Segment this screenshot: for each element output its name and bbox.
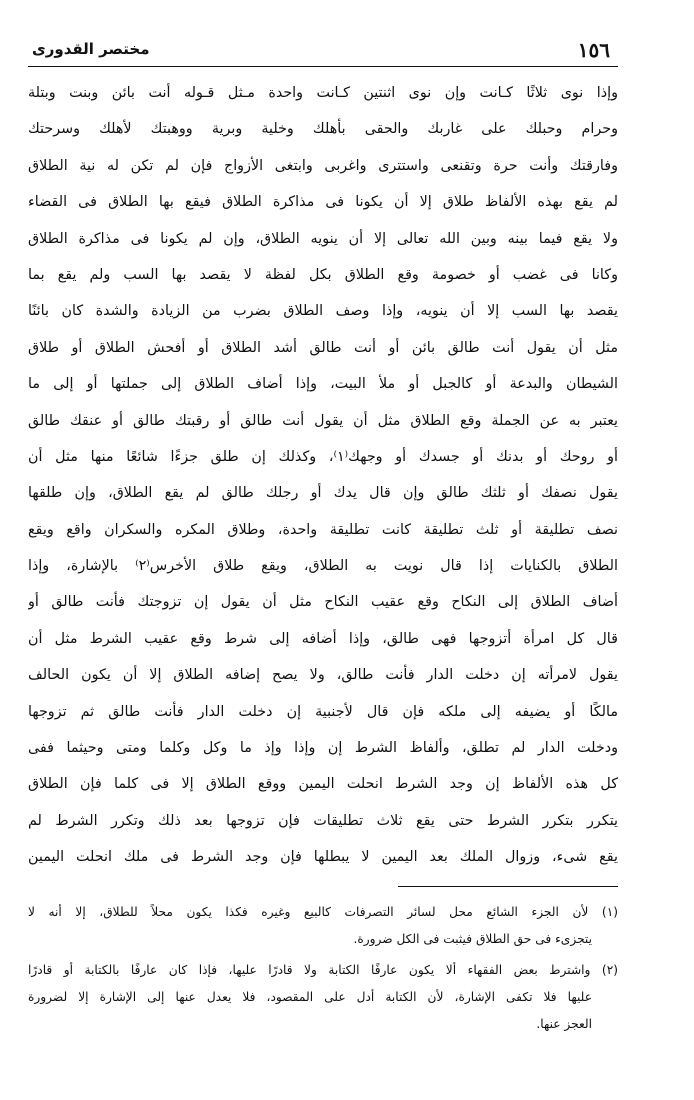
footnote-line: (٢) واشترط بعض الفقهاء ألا يكون عارفًا الكتابة ولا قادرًا عليها، فإذا كان عارفًا بالكتابة أو قادرًا bbox=[28, 962, 618, 977]
body-line: يقع شىء، وزوال الملك بعد اليمين لا يبطلها فإن وجد الشرط فى ملك انحلت اليمين bbox=[28, 849, 618, 866]
body-line: يعتبر به عن الجملة وقع الطلاق مثل أن يقول أنت طالق أو رقبتك طالق أو عنقك طالق bbox=[28, 412, 618, 429]
footnotes bbox=[28, 899, 618, 1038]
footnote-divider bbox=[398, 886, 618, 887]
body-line: أضاف الطلاق إلى النكاح وقع عقيب النكاح مثل أن يقول إن تزوجتك فأنت طالق أو bbox=[28, 594, 618, 611]
body-line: الطلاق بالكنايات إذا قال نويت به الطلاق، ويقع طلاق الأخرس⁽٢⁾ بالإشارة، وإذا bbox=[28, 558, 618, 575]
body-line: أو روحك أو بدنك أو جسدك أو وجهك⁽١⁾، وكذلك إن طلق جزءًا شائعًا منها مثل أن bbox=[28, 448, 618, 465]
footnote-line: يتجزىء فى حق الطلاق فيثبت فى الكل ضرورة. bbox=[353, 931, 592, 946]
body-line: الشيطان والبدعة أو كالجبل أو ملأ البيت، وإذا أضاف الطلاق إلى جملتها أو إلى ما bbox=[28, 376, 618, 393]
body-line: وحرام وحبلك على غاربك والحقى بأهلك وخلية وبرية ووهبتك لأهلك وسرحتك bbox=[28, 121, 618, 138]
running-title: مختصر القدورى bbox=[32, 40, 150, 58]
body-line: وفارقتك وأنت حرة وتقنعى واستترى واغربى وابتغى الأزواج فإن لم تكن له نية الطلاق bbox=[28, 157, 618, 174]
body-line: مالكًا أو يضيفه إلى ملكه فإن قال لأجنبية إن دخلت الدار فأنت طالق ثم تزوجها bbox=[28, 703, 618, 720]
body-line: يتكرر بتكرر الشرط حتى يقع ثلاث تطليقات فإن تزوجها بعد ذلك وتكرر الشرط لم bbox=[28, 812, 618, 829]
body-line: قال كل امرأة أتزوجها فهى طالق، وإذا أضافه إلى شرط وقع عقيب الشرط مثل أن bbox=[28, 630, 618, 647]
footnote-line: (١) لأن الجزء الشائع محل لسائر التصرفات كالبيع وغيره فكذا يكون محلاً للطلاق، إلا أنه لا bbox=[28, 904, 618, 919]
footnote-line: عليها فلا تكفى الإشارة، لأن الكتابة أدل على المقصود، فلا يعدل عنها إلى الإشارة إلا لضرورة bbox=[28, 989, 592, 1004]
body-line: يقصد بها السب إلا أن ينويه، وإذا وصف الطلاق بضرب من الزيادة والشدة كان بائنًا bbox=[28, 303, 618, 320]
body-line: لم يقع بهذه الألفاظ طلاق إلا أن يكونا فى مذاكرة الطلاق فيقع بها الطلاق فى القضاء bbox=[28, 194, 618, 211]
body-line: يقول لامرأته إن دخلت الدار فأنت طالق، ولا يصح إضافه الطلاق إلا أن يكون الحالف bbox=[28, 667, 618, 684]
document-page bbox=[28, 36, 618, 1036]
body-line: مثل أن يقول أنت طالق بائن أو أنت طالق أشد الطلاق أو أفحش الطلاق أو طلاق bbox=[28, 339, 618, 356]
page-header bbox=[28, 36, 618, 67]
body-text bbox=[28, 67, 618, 876]
body-line: وإذا نوى ثلاثًا كـانت وإن نوى اثنتين كـانت واحدة مـثل قـوله أنت بائن وبنت وبتلة bbox=[28, 85, 618, 101]
body-line: كل هذه الألفاظ إن وجد الشرط انحلت اليمين ووقع الطلاق إلا فى كلما فإن الطلاق bbox=[28, 776, 618, 793]
footnote-line: العجز عنها. bbox=[536, 1016, 592, 1031]
body-line: ولا يقع فيما بينه وبين الله تعالى إلا أن ينويه الطلاق، وإن لم يكونا فى مذاكرة الطلاق bbox=[28, 230, 618, 247]
page-number: ١٥٦ bbox=[577, 38, 610, 62]
body-line: نصف تطليقة أو ثلث تطليقة كانت تطليقة واحدة، وطلاق المكره والسكران واقع ويقع bbox=[28, 521, 618, 538]
body-line: وكانا فى غضب أو خصومة وقع الطلاق بكل لفظة لا يقصد بها السب ولم يقع بما bbox=[28, 266, 618, 283]
body-line: يقول نصفك أو ثلثك طالق وإن قال يدك أو رجلك طالق لم يقع الطلاق، وإن طلقها bbox=[28, 485, 618, 502]
body-line: ودخلت الدار لم تطلق، وألفاظ الشرط إن وإذا وإذ ما وكل وكلما ومتى وحيثما ففى bbox=[28, 740, 618, 757]
footnote-2 bbox=[28, 957, 618, 1038]
footnote-1 bbox=[28, 899, 618, 953]
